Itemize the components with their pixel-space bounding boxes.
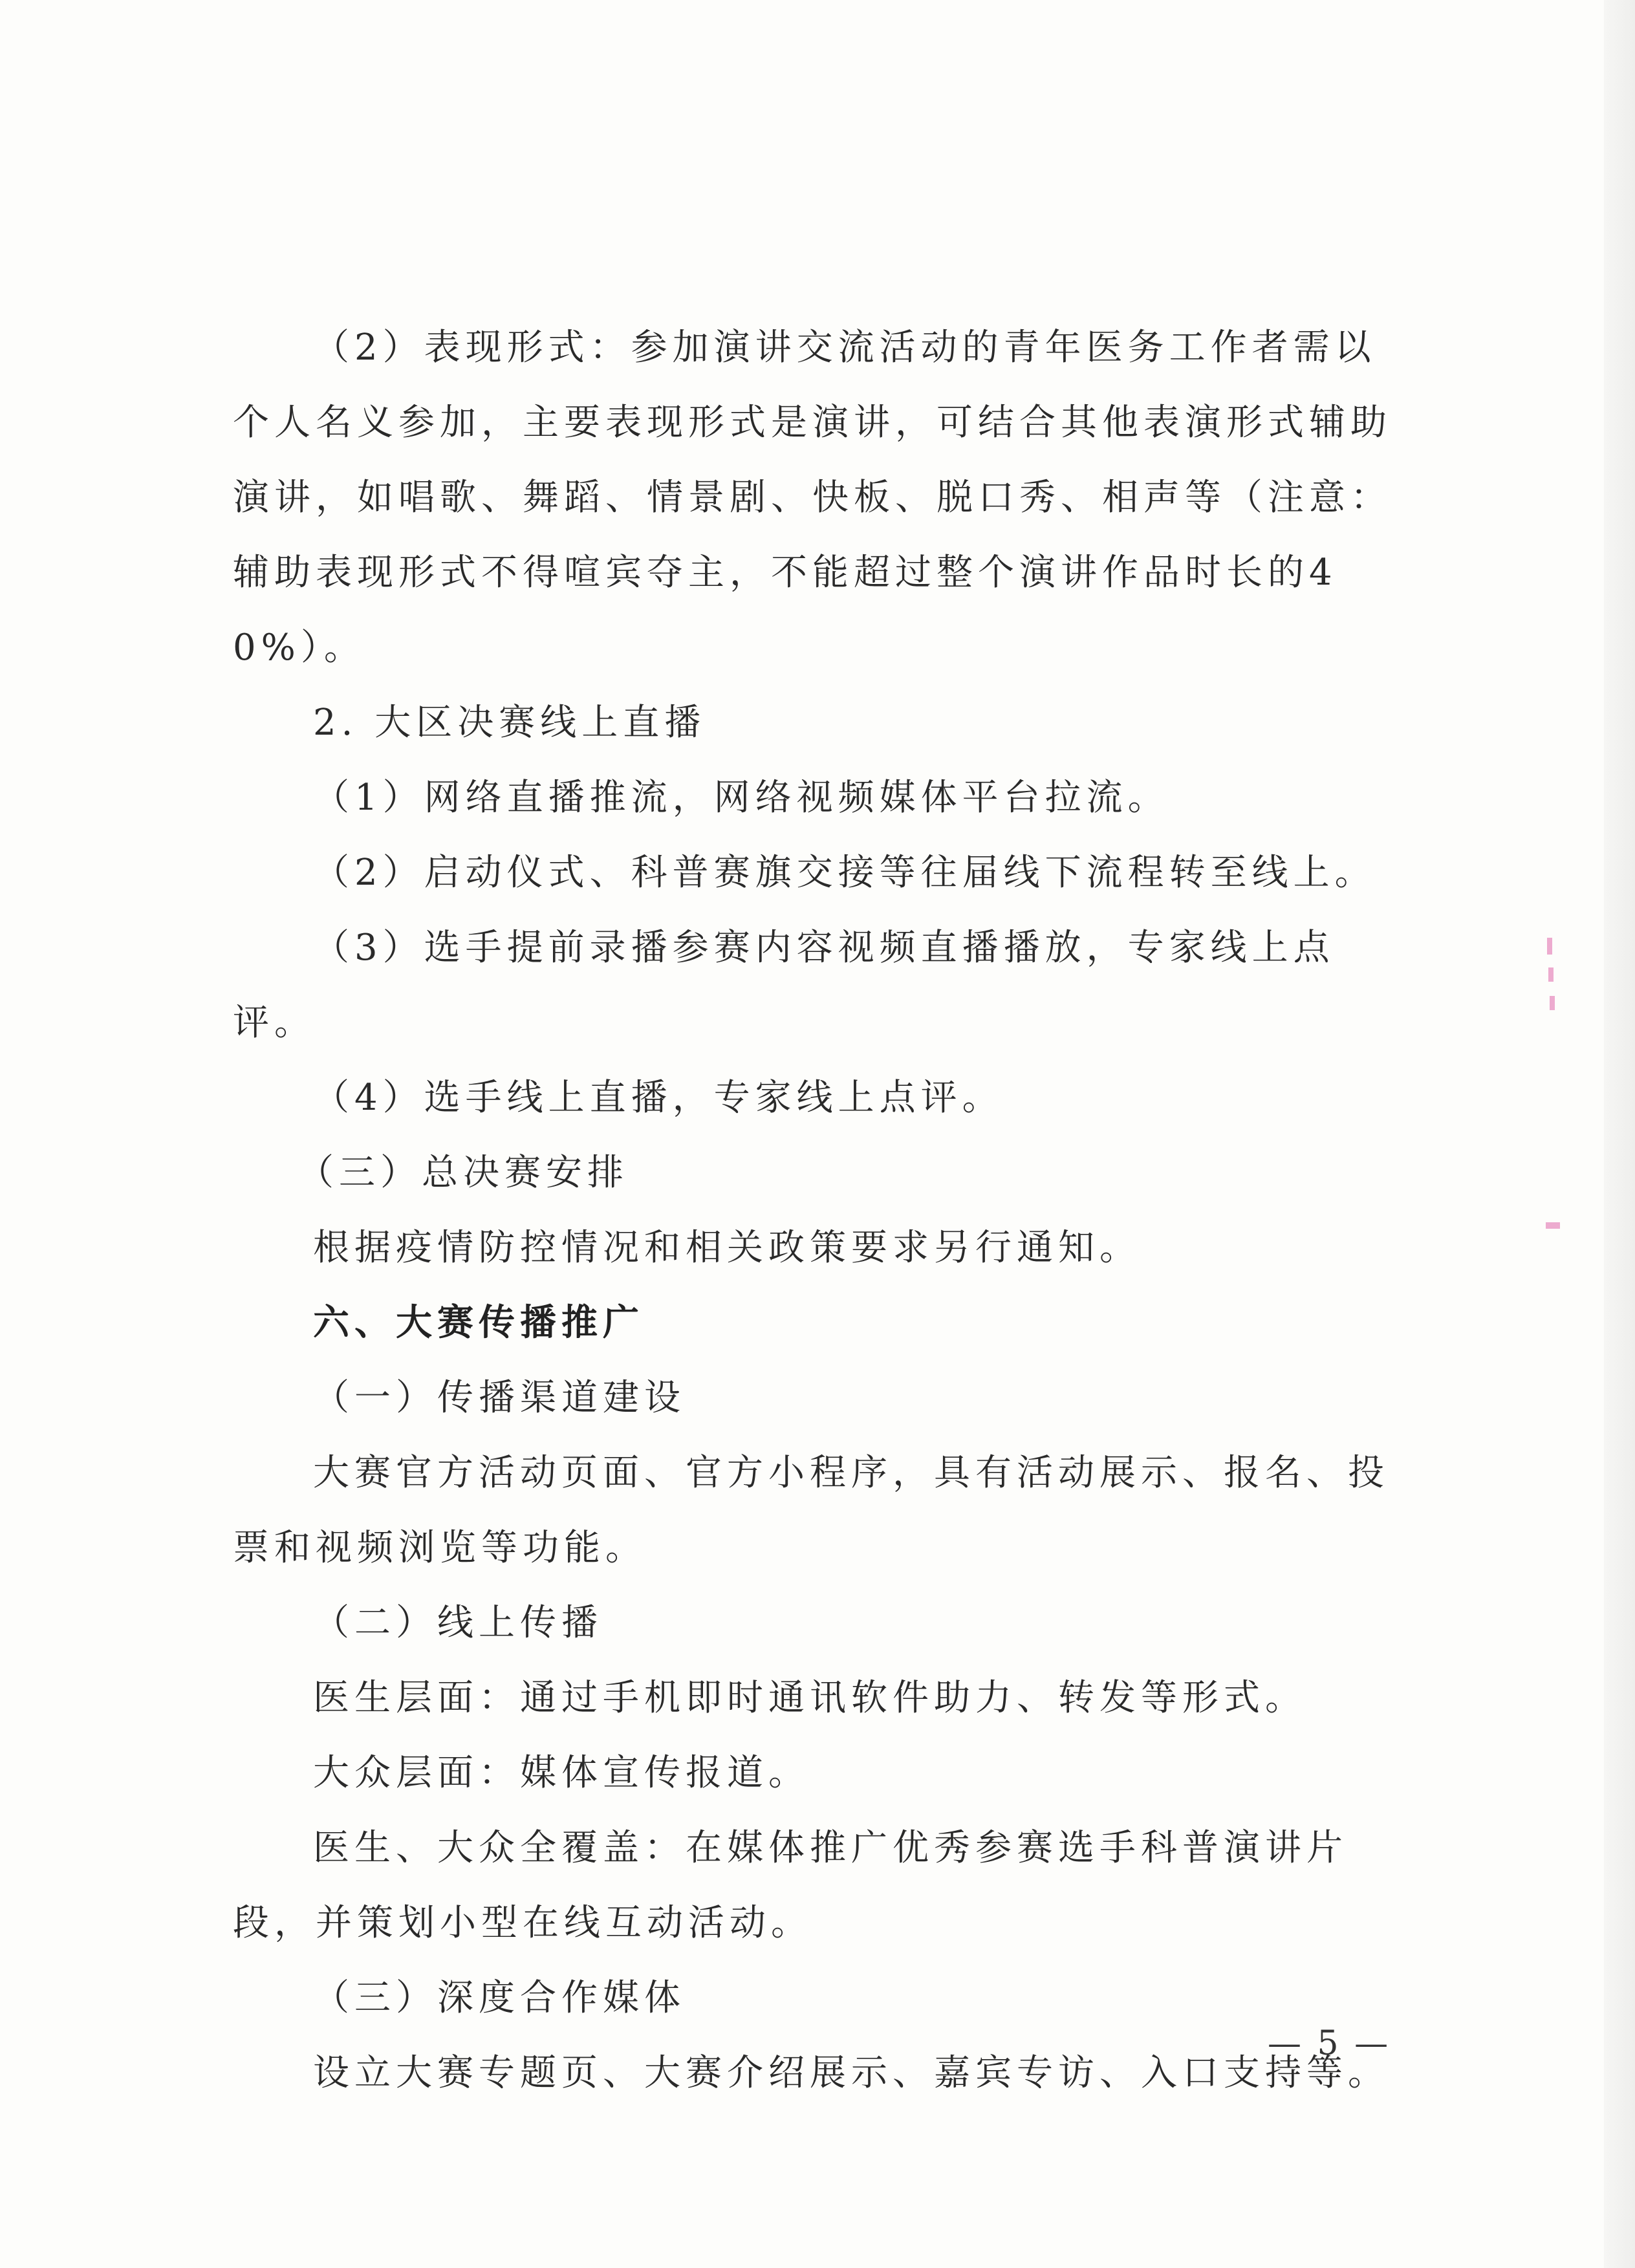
heading-regional-final-live: 2. 大区决赛线上直播 — [313, 702, 706, 744]
heading-online-promotion: （二）线上传播 — [313, 1602, 603, 1644]
list-item: （1）网络直播推流，网络视频媒体平台拉流。 — [313, 777, 1169, 819]
heading-channel-building: （一）传播渠道建设 — [313, 1377, 686, 1419]
page-number: — 5 — — [1268, 2024, 1391, 2063]
list-item: （3）选手提前录播参赛内容视频直播播放，专家线上点评。 — [233, 927, 1335, 1044]
stamp-mark — [1546, 1222, 1560, 1229]
paragraph-channel-building: 大赛官方活动页面、官方小程序，具有活动展示、报名、投票和视频浏览等功能。 — [233, 1452, 1389, 1569]
paragraph-full-coverage: 医生、大众全覆盖：在媒体推广优秀参赛选手科普演讲片段，并策划小型在线互动活动。 — [233, 1827, 1348, 1944]
stamp-mark — [1547, 938, 1552, 955]
list-item: （4）选手线上直播，专家线上点评。 — [313, 1077, 1004, 1119]
section-heading-promotion: 六、大赛传播推广 — [313, 1302, 644, 1344]
heading-final-arrangement: （三）总决赛安排 — [298, 1152, 629, 1194]
paragraph-performance-form: （2）表现形式：参加演讲交流活动的青年医务工作者需以个人名义参加，主要表现形式是演讲，可结合其他表演形式辅助演讲，如唱歌、舞蹈、情景剧、快板、脱口秀、相声等（注意：辅助表现形式不得喧宾夺主，不能超过整个演讲作品时长的40%）。 — [233, 327, 1392, 669]
list-item: （2）启动仪式、科普赛旗交接等往届线下流程转至线上。 — [313, 852, 1376, 894]
paragraph-final-notice: 根据疫情防控情况和相关政策要求另行通知。 — [313, 1227, 1141, 1269]
paragraph-public-level: 大众层面：媒体宣传报道。 — [313, 1752, 810, 1794]
scan-edge — [1604, 0, 1635, 2268]
document-body — [233, 310, 1397, 2111]
stamp-mark — [1550, 996, 1555, 1010]
paragraph-doctor-level: 医生层面：通过手机即时通讯软件助力、转发等形式。 — [313, 1677, 1306, 1719]
paragraph-partner-media: 设立大赛专题页、大赛介绍展示、嘉宾专访、入口支持等。 — [313, 2052, 1389, 2094]
heading-partner-media: （三）深度合作媒体 — [313, 1977, 686, 2019]
stamp-mark — [1548, 967, 1554, 982]
